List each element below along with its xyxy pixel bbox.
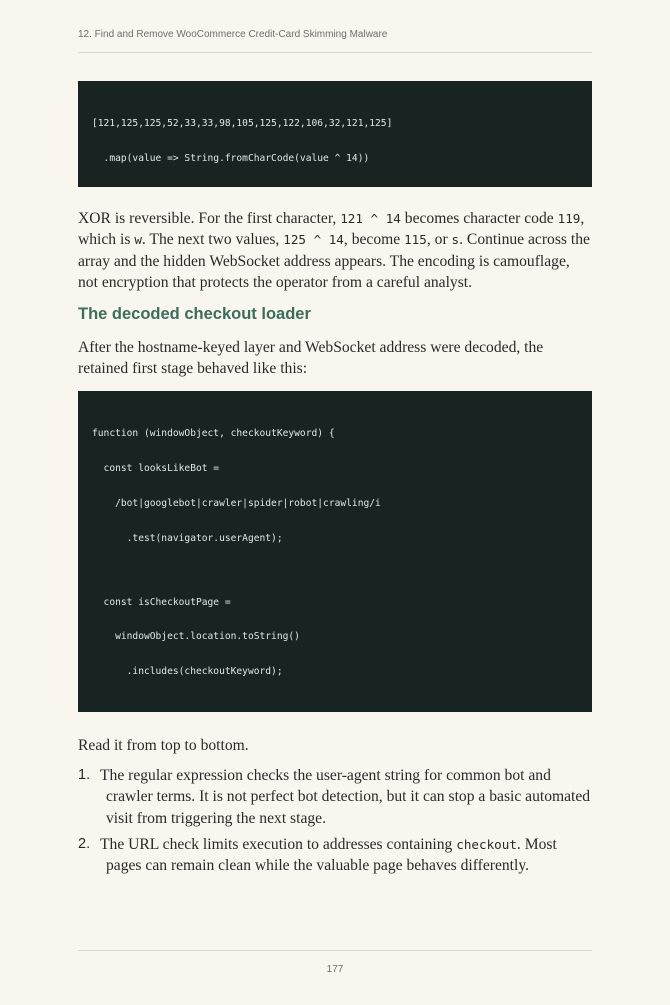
text-run: , which is [78, 210, 585, 249]
inline-code: 125 ^ 14 [283, 232, 344, 248]
running-head: 12. Find and Remove WooCommerce Credit-Card Skimming Malware [78, 29, 388, 40]
code-line: const looksLikeBot = [92, 462, 220, 474]
list-item [78, 834, 592, 877]
paragraph-read-order: Read it from top to bottom. [78, 737, 249, 754]
code-line: /bot|googlebot|crawler|spider|robot|crawling/i [92, 497, 381, 509]
code-line: windowObject.location.toString() [92, 631, 300, 643]
code-line: function (windowObject, checkoutKeyword) { [92, 428, 335, 440]
text-run: XOR is reversible. For the first character, [78, 210, 341, 227]
text-run: . Most pages can remain clean while the valuable page behaves differently. [106, 836, 557, 875]
inline-code: checkout [456, 837, 517, 852]
text-run: . Continue across the array and the hidden WebSocket address appears. The encoding is camouflage, not encryption that protects the operator from a careful analyst. [78, 231, 590, 292]
inline-code: 115 [404, 232, 427, 248]
page-number: 177 [326, 964, 344, 975]
code-blank-line [92, 567, 592, 573]
text-run: becomes character code [400, 210, 558, 227]
list-item [78, 765, 592, 829]
footer-divider [78, 950, 592, 951]
list-item-text [78, 834, 592, 877]
list-number: 2. [78, 836, 91, 852]
inline-code: 121 ^ 14 [340, 211, 401, 226]
header-divider [78, 52, 592, 53]
inline-code: w [134, 232, 142, 248]
code-line: [121,125,125,52,33,33,98,105,125,122,106,32,121,125] [92, 118, 393, 130]
paragraph-intro-loader: After the hostname-keyed layer and WebSocket address were decoded, the retained first stage behaved like this: [78, 339, 544, 378]
inline-code: 119 [557, 211, 581, 226]
code-line: const isCheckoutPage = [92, 596, 231, 608]
code-blank-line [92, 701, 592, 707]
code-line: .test(navigator.userAgent); [92, 532, 283, 544]
book-page [78, 0, 592, 1005]
section-heading: The decoded checkout loader [78, 305, 311, 323]
text-run: , or [426, 231, 452, 249]
list-item-text: The regular expression checks the user-agent string for common bot and crawler terms. It is not perfect bot detection, but it can stop a basic automated visit from triggering the next stage. [100, 767, 591, 827]
inline-code: s [451, 232, 460, 248]
list-number: 1. [78, 767, 91, 783]
text-run: , become [343, 231, 405, 249]
code-line: .map(value => String.fromCharCode(value ^ 14)) [92, 152, 370, 164]
text-run: . The next two values, [141, 231, 284, 249]
text-run: The URL check limits execution to addresses containing [100, 836, 457, 853]
code-block-xor-decode [78, 81, 592, 187]
paragraph-xor-explanation [78, 208, 592, 294]
code-line: .includes(checkoutKeyword); [92, 666, 283, 678]
code-block-checkout-loader [78, 391, 592, 712]
